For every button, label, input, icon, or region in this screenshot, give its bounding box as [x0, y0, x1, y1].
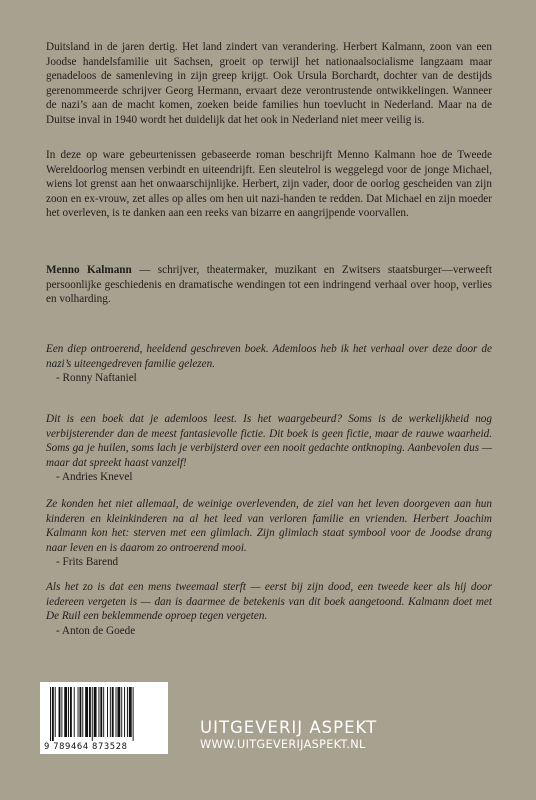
author-bio-text: — schrijver, theatermaker, muzikant en Zwitsers staatsburger—verweeft persoonlijke geschiedenis en dramatische wendingen tot een indringend verhaal over hoop, verlies en volharding.: [46, 264, 492, 306]
review-quote-4: [46, 580, 492, 638]
review-quote-1: [46, 342, 492, 386]
review-quote-text: Als het zo is dat een mens tweemaal sterft — eerst bij zijn dood, een tweede keer als hij door iedereen vergeten is — dan is daarmee de betekenis van dit boek aangetoond. Kalmann doet met De Ruil een beklemmende oproep tegen vergeten.: [46, 581, 492, 623]
publisher-name: UITGEVERIJ ASPEKT: [200, 718, 378, 737]
barcode-bars: [48, 687, 160, 741]
publisher-block: [200, 718, 500, 752]
publisher-url: WWW.UITGEVERIJASPEKT.NL: [200, 738, 366, 751]
review-quote-3: [46, 497, 492, 570]
isbn-number: 9 789464 873528: [44, 741, 128, 751]
author-bio: [46, 263, 492, 307]
review-quote-author: - Frits Barend: [56, 556, 119, 569]
isbn-barcode: [40, 682, 168, 754]
review-quote-author: - Ronny Naftaniel: [56, 372, 137, 385]
synopsis-paragraph-2: In deze op ware gebeurtenissen gebaseerde roman beschrijft Menno Kalmann hoe de Tweede Wereldoorlog mensen verbindt en uiteendrijft. Een sleutelrol is weggelegd voor de jonge Michael, wiens lot grenst aan het onwaarschijnlijke. Herbert, zijn vader, door de oorlog gescheiden van zijn zoon en ex-vrouw, zet alles op alles om hen uit nazi-handen te redden. Dat Michael en zijn moeder het overleven, is te danken aan een reeks van bizarre en aangrijpende voorvallen.: [46, 149, 492, 220]
review-quote-text: Een diep ontroerend, heeldend geschreven boek. Ademloos heb ik het verhaal over deze door de nazi’s uiteengedreven familie gelezen.: [46, 343, 492, 370]
review-quote-author: - Andries Knevel: [56, 471, 133, 484]
review-quote-2: [46, 412, 492, 485]
review-quote-text: Dit is een boek dat je ademloos leest. Is het waargebeurd? Soms is de werkelijkheid nog verbijsterender dan de meest fantasievolle fictie. Dit boek is geen fictie, maar de rauwe waarheid. Soms ga je huilen, soms lach je verbijsterd over een nooit gedachte ontknoping. Aanbevolen dus — maar dat spreekt haast vanzelf!: [46, 413, 492, 469]
review-quote-text: Ze konden het niet allemaal, de weinige overlevenden, de ziel van het leven doorgeven aan hun kinderen en kleinkinderen na al het leed van verloren familie en vrienden. Herbert Joachim Kalmann kon het: sterven met een glimlach. Zijn glimlach staat symbool voor de Joodse drang naar leven en is daarom zo ontroerend mooi.: [46, 498, 492, 554]
review-quote-author: - Anton de Goede: [56, 624, 136, 637]
author-name: Menno Kalmann: [46, 264, 132, 276]
synopsis-paragraph-1: Duitsland in de jaren dertig. Het land zindert van verandering. Herbert Kalmann, zoon van een Joodse handelsfamilie uit Sachsen, groeit op terwijl het nationaalsocialisme langzaam maar genadeloos de samenleving in zijn greep krijgt. Ook Ursula Borchardt, dochter van de destijds gerenommeerde schrijver Georg Hermann, ervaart deze verontrustende ontwikkelingen. Wanneer de nazi’s aan de macht komen, zoeken beide families hun toevlucht in Nederland. Maar na de Duitse inval in 1940 wordt het duidelijk dat het ook in Nederland niet meer veilig is.: [46, 41, 492, 126]
